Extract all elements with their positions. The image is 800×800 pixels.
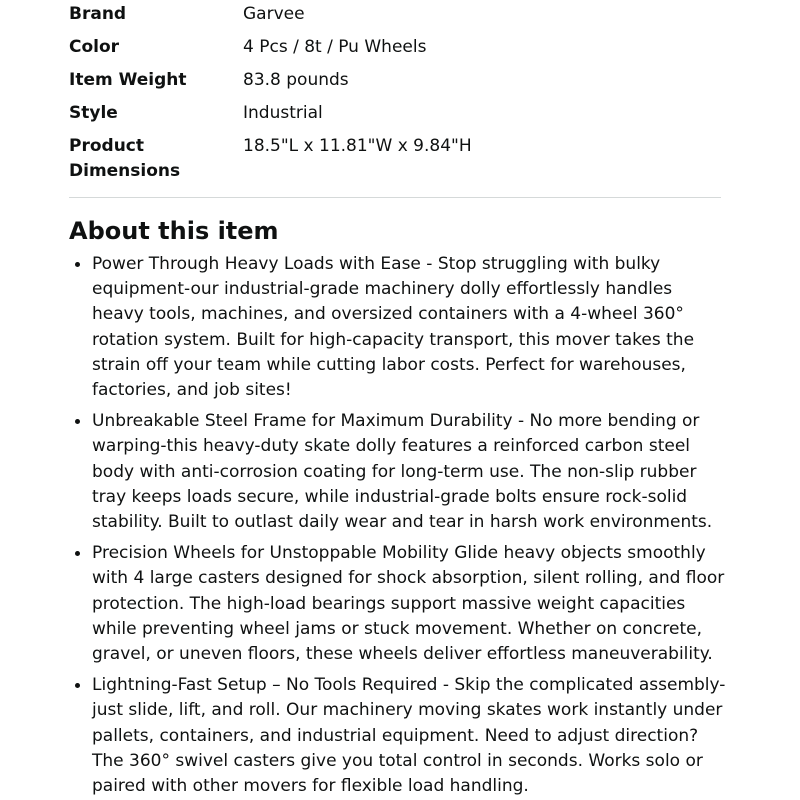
bullet-dot-icon <box>75 551 80 556</box>
about-bullet <box>69 673 729 799</box>
about-bullet-text: Power Through Heavy Loads with Ease - Stop struggling with bulky equipment-our industrial-grade machinery dolly effortlessly handles heavy tools, machines, and oversized containers with a 4-wheel 360° rotation system. Built for high-capacity transport, this mover takes the strain off your team while cutting labor costs. Perfect for warehouses, factories, and job sites! <box>92 254 695 401</box>
about-bullet <box>69 541 729 667</box>
about-bullet <box>69 409 729 535</box>
about-bullet-text: Lightning-Fast Setup – No Tools Required - Skip the complicated assembly-just slide, lift, and roll. Our machinery moving skates work instantly under pallets, containers, and industrial equipment. Need to adjust direction? The 360° swivel casters give you total control in seconds. Works solo or paired with other movers for flexible load handling. <box>92 675 726 797</box>
bullet-dot-icon <box>75 683 80 688</box>
about-heading: About this item <box>69 217 279 245</box>
detail-label: Color <box>69 37 120 57</box>
detail-value: 83.8 pounds <box>243 70 349 90</box>
bullet-dot-icon <box>75 262 80 267</box>
bullet-dot-icon <box>75 419 80 424</box>
detail-row-dimensions <box>69 134 721 184</box>
detail-value: Industrial <box>243 103 323 123</box>
detail-label: Brand <box>69 4 127 24</box>
detail-row-brand <box>69 2 721 35</box>
detail-label: Product Dimensions <box>69 136 181 181</box>
about-bullet-text: Unbreakable Steel Frame for Maximum Durability - No more bending or warping-this heavy-duty skate dolly features a reinforced carbon steel body with anti-corrosion coating for long-term use. The non-slip rubber tray keeps loads secure, while industrial-grade bolts ensure rock-solid stability. Built to outlast daily wear and tear in harsh work environments. <box>92 411 713 533</box>
about-bullet-list <box>69 252 729 800</box>
section-divider <box>69 197 721 198</box>
detail-row-style <box>69 101 721 134</box>
about-bullet-text: Precision Wheels for Unstoppable Mobility Glide heavy objects smoothly with 4 large casters designed for shock absorption, silent rolling, and floor protection. The high-load bearings support massive weight capacities while preventing wheel jams or stuck movement. Whether on concrete, gravel, or uneven floors, these wheels deliver effortless maneuverability. <box>92 543 725 665</box>
detail-row-color <box>69 35 721 68</box>
detail-row-item-weight <box>69 68 721 101</box>
detail-label: Item Weight <box>69 70 187 90</box>
product-details-table <box>69 2 721 184</box>
about-bullet <box>69 252 729 403</box>
detail-value: Garvee <box>243 4 305 24</box>
detail-value: 18.5"L x 11.81"W x 9.84"H <box>243 136 472 156</box>
detail-label: Style <box>69 103 118 123</box>
detail-value: 4 Pcs / 8t / Pu Wheels <box>243 37 427 57</box>
